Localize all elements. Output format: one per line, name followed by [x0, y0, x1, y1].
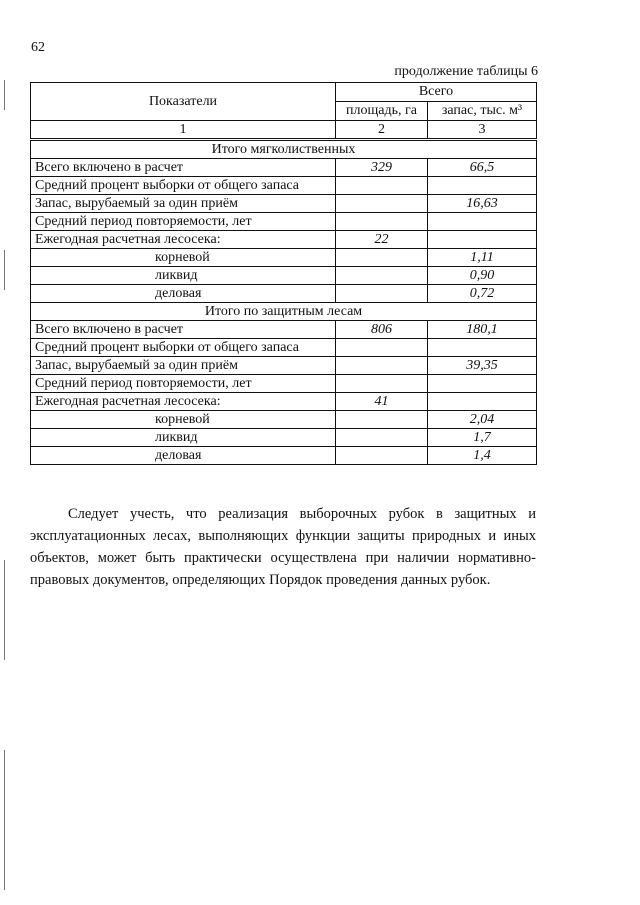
column-number: 2	[336, 121, 428, 140]
section-title: Итого мягколиственных	[31, 140, 537, 159]
stock-value: 2,04	[428, 411, 537, 429]
table-row	[31, 375, 537, 393]
table-row	[31, 411, 537, 429]
table-row	[31, 267, 537, 285]
data-table	[30, 82, 537, 465]
area-value	[336, 195, 428, 213]
table-row	[31, 285, 537, 303]
section-title: Итого по защитным лесам	[31, 303, 537, 321]
table-caption: продолжение таблицы 6	[394, 64, 538, 79]
row-label: корневой	[31, 249, 336, 267]
stock-value	[428, 177, 537, 195]
stock-value	[428, 393, 537, 411]
table-row	[31, 357, 537, 375]
header-total: Всего	[336, 83, 537, 102]
table-row	[31, 213, 537, 231]
column-number: 1	[31, 121, 336, 140]
stock-value: 180,1	[428, 321, 537, 339]
stock-value	[428, 375, 537, 393]
area-value	[336, 447, 428, 465]
row-label: Запас, вырубаемый за один приём	[31, 195, 336, 213]
row-label: Средний процент выборки от общего запаса	[31, 339, 336, 357]
area-value	[336, 411, 428, 429]
header-stock: запас, тыс. м³	[428, 102, 537, 121]
area-value	[336, 429, 428, 447]
stock-value	[428, 339, 537, 357]
area-value: 41	[336, 393, 428, 411]
body-paragraph: Следует учесть, что реализация выборочных рубок в защитных и эксплуатационных лесах, выполняющих функции защиты природных и иных объектов, может быть практически осуществлена при наличии нормативно-правовых документов, определяющих Порядок проведения данных рубок.	[30, 505, 536, 588]
scan-margin-mark	[4, 250, 5, 290]
stock-value: 1,7	[428, 429, 537, 447]
area-value: 22	[336, 231, 428, 249]
header-area: площадь, га	[336, 102, 428, 121]
stock-value: 66,5	[428, 159, 537, 177]
row-label: Средний процент выборки от общего запаса	[31, 177, 336, 195]
table-row	[31, 195, 537, 213]
stock-value	[428, 231, 537, 249]
area-value	[336, 375, 428, 393]
table-row	[31, 339, 537, 357]
area-value	[336, 285, 428, 303]
stock-value: 39,35	[428, 357, 537, 375]
scan-margin-mark	[4, 80, 5, 110]
stock-value: 16,63	[428, 195, 537, 213]
table-row	[31, 447, 537, 465]
table-row	[31, 249, 537, 267]
area-value: 329	[336, 159, 428, 177]
area-value	[336, 267, 428, 285]
area-value	[336, 177, 428, 195]
scan-margin-mark	[4, 750, 5, 890]
row-label: Всего включено в расчет	[31, 321, 336, 339]
header-indicators: Показатели	[31, 83, 336, 121]
area-value	[336, 339, 428, 357]
stock-value: 0,90	[428, 267, 537, 285]
row-label: деловая	[31, 285, 336, 303]
row-label: Ежегодная расчетная лесосека:	[31, 393, 336, 411]
scan-margin-mark	[4, 560, 5, 660]
table-row	[31, 231, 537, 249]
row-label: корневой	[31, 411, 336, 429]
table-row	[31, 321, 537, 339]
area-value	[336, 213, 428, 231]
area-value	[336, 249, 428, 267]
row-label: ликвид	[31, 429, 336, 447]
area-value	[336, 357, 428, 375]
stock-value: 1,4	[428, 447, 537, 465]
table-row	[31, 429, 537, 447]
column-number: 3	[428, 121, 537, 140]
page-number: 62	[31, 40, 45, 55]
row-label: ликвид	[31, 267, 336, 285]
row-label: деловая	[31, 447, 336, 465]
row-label: Всего включено в расчет	[31, 159, 336, 177]
row-label: Ежегодная расчетная лесосека:	[31, 231, 336, 249]
table-row	[31, 159, 537, 177]
row-label: Запас, вырубаемый за один приём	[31, 357, 336, 375]
area-value: 806	[336, 321, 428, 339]
row-label: Средний период повторяемости, лет	[31, 213, 336, 231]
table-row	[31, 177, 537, 195]
table-row	[31, 393, 537, 411]
row-label: Средний период повторяемости, лет	[31, 375, 336, 393]
stock-value: 0,72	[428, 285, 537, 303]
stock-value: 1,11	[428, 249, 537, 267]
stock-value	[428, 213, 537, 231]
